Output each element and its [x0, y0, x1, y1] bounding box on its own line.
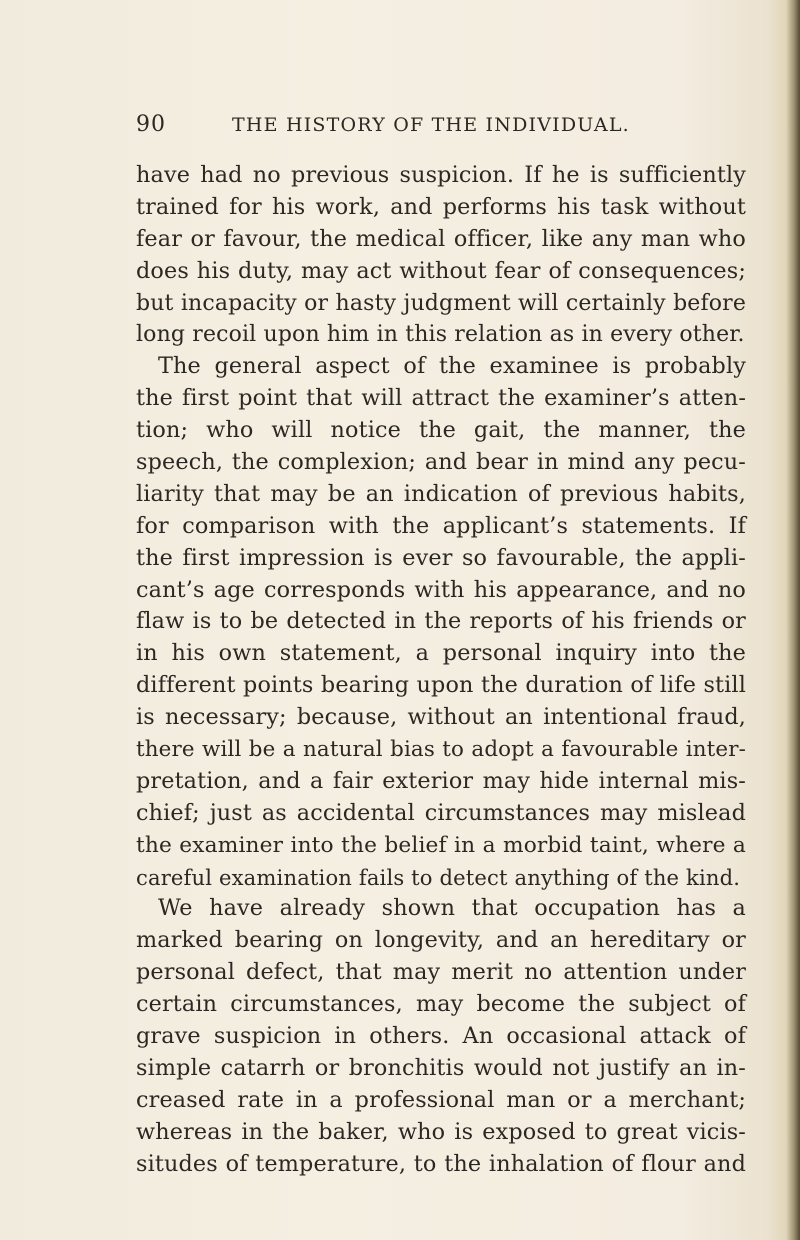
text-line: for comparison with the applicant’s statements. If [136, 512, 746, 539]
text-line: does his duty, may act without fear of consequences; [136, 257, 746, 284]
text-line: the first impression is ever so favourable, the appli- [136, 544, 746, 571]
text-line: marked bearing on longevity, and an hereditary or [136, 927, 746, 954]
text-line: personal defect, that may merit no attention under [136, 959, 746, 986]
text-line: trained for his work, and performs his task without [136, 193, 746, 220]
text-line: careful examination fails to detect anything of the kind. [136, 864, 741, 890]
text-line: tion; who will notice the gait, the manner, the [136, 417, 746, 444]
text-line: pretation, and a fair exterior may hide internal mis- [136, 767, 746, 794]
text-line: there will be a natural bias to adopt a favourable inter- [136, 737, 746, 763]
text-line: speech, the complexion; and bear in mind any pecu- [136, 449, 746, 476]
text-line: the first point that will attract the examiner’s atten- [136, 385, 746, 412]
text-line: different points bearing upon the duration of life still [136, 672, 746, 699]
page-edge-shadow [786, 0, 800, 1240]
text-line: We have already shown that occupation has a [158, 895, 746, 922]
text-line: whereas in the baker, who is exposed to great vicis- [136, 1118, 746, 1145]
text-line: situdes of temperature, to the inhalation of flour and [136, 1150, 746, 1177]
body-text [136, 160, 746, 1181]
text-line: fear or favour, the medical officer, like any man who [136, 225, 746, 252]
text-line: is necessary; because, without an intentional fraud, [136, 704, 746, 731]
text-line: simple catarrh or bronchitis would not justify an in- [136, 1054, 746, 1081]
text-line: chief; just as accidental circumstances may mislead [136, 799, 746, 826]
text-line: have had no previous suspicion. If he is sufficiently [136, 162, 746, 188]
text-line: creased rate in a professional man or a merchant; [136, 1086, 746, 1113]
text-line: the examiner into the belief in a morbid taint, where a [136, 832, 746, 858]
text-line: in his own statement, a personal inquiry into the [136, 640, 746, 667]
text-line: The general aspect of the examinee is probably [158, 353, 746, 380]
running-head: THE HISTORY OF THE INDIVIDUAL. [232, 114, 630, 136]
text-line: grave suspicion in others. An occasional attack of [136, 1023, 746, 1050]
text-line: certain circumstances, may become the subject of [136, 991, 746, 1018]
text-line: flaw is to be detected in the reports of his friends or [136, 608, 746, 635]
text-line: long recoil upon him in this relation as in every other. [136, 322, 745, 348]
page-number: 90 [136, 112, 166, 137]
text-line: liarity that may be an indication of previous habits, [136, 480, 746, 507]
text-line: but incapacity or hasty judgment will certainly before [136, 290, 746, 316]
page-header [136, 112, 746, 146]
text-line: cant’s age corresponds with his appearance, and no [136, 576, 746, 603]
